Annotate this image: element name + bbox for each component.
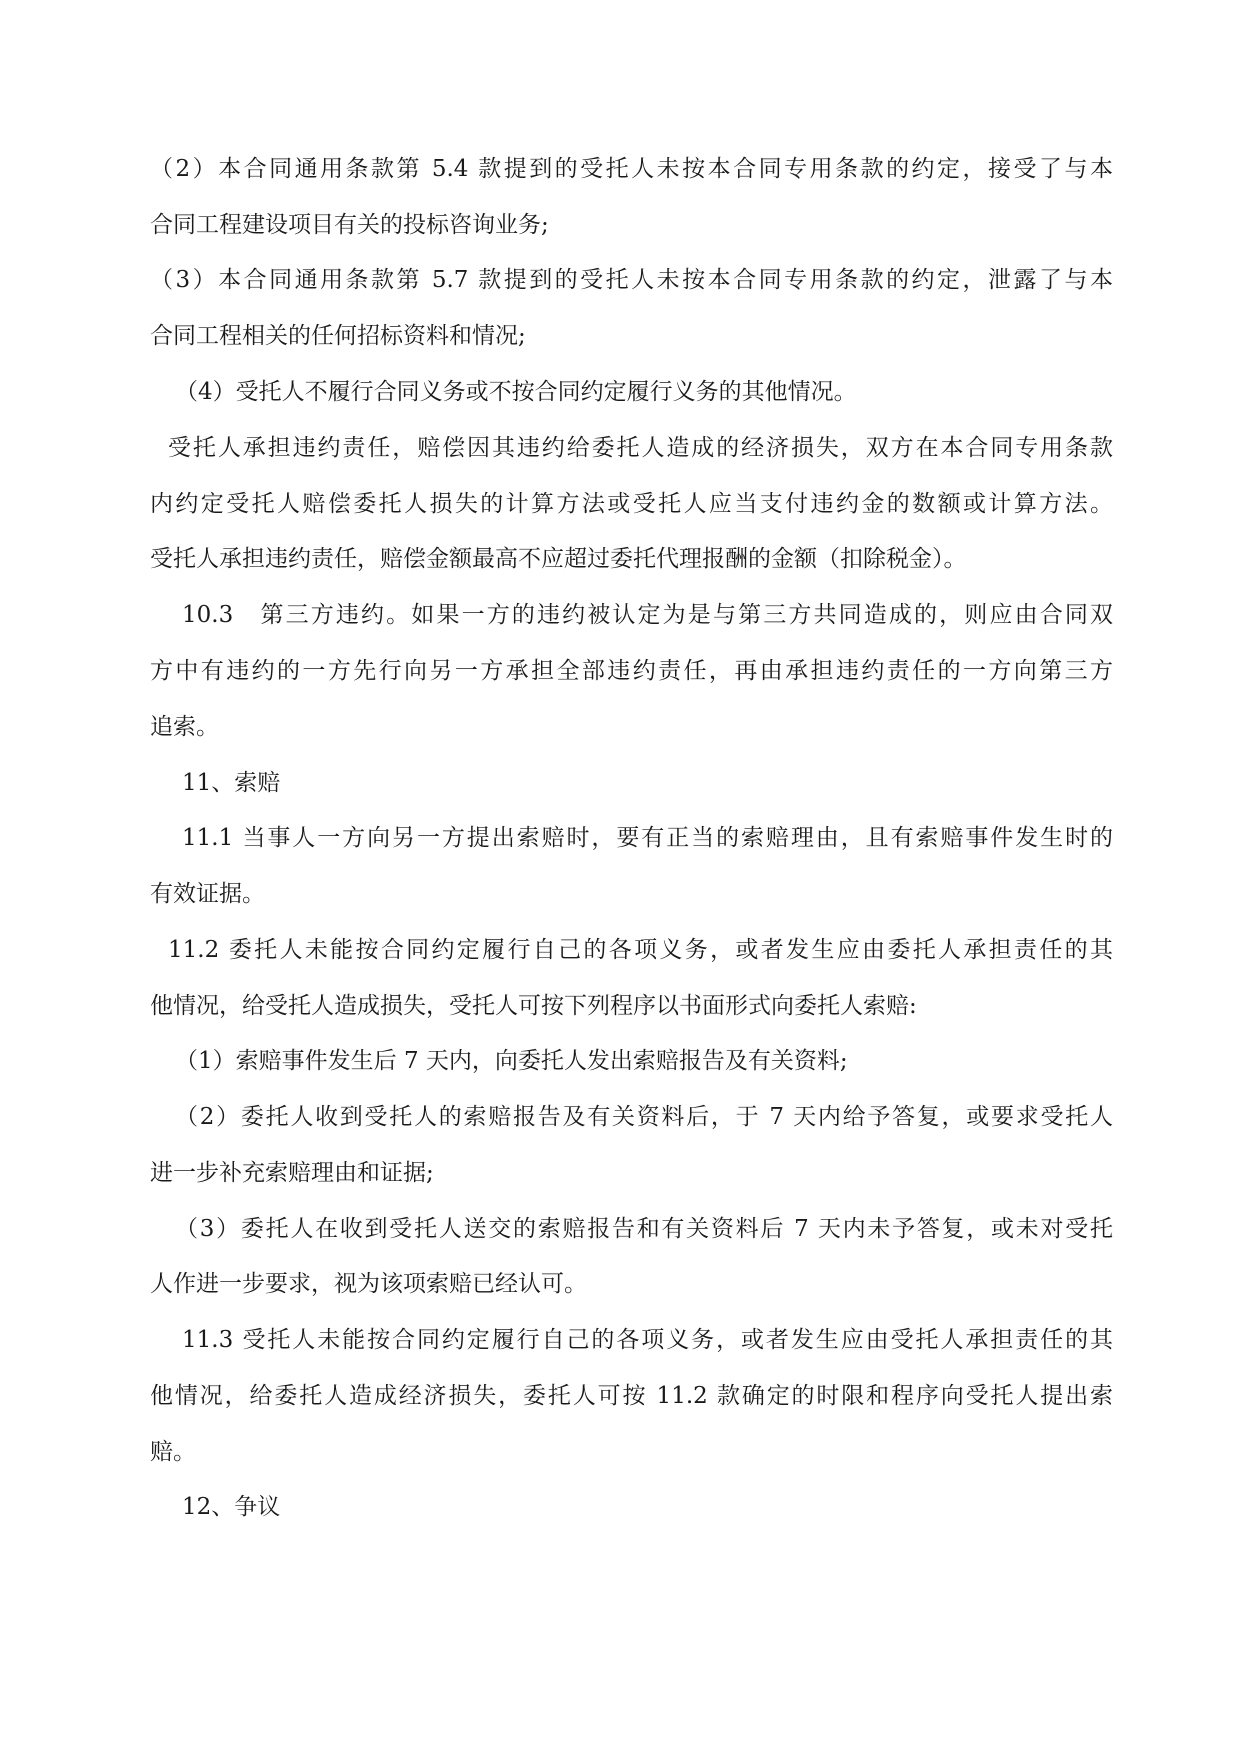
clause-11-3-line-3: 赔。 <box>150 1439 196 1465</box>
clause-10-2-item-4: （4）受托人不履行合同义务或不按合同约定履行义务的其他情况。 <box>175 379 857 405</box>
clause-10-3-line-3: 追索。 <box>150 714 219 740</box>
clause-11-2-item-3-line-1: （3）委托人在收到受托人送交的索赔报告和有关资料后 7 天内未予答复，或未对受托 <box>175 1216 1113 1242</box>
clause-11-1-line-2: 有效证据。 <box>150 881 265 907</box>
clause-10-2-item-3-line-1: （3）本合同通用条款第 5.7 款提到的受托人未按本合同专用条款的约定，泄露了与本 <box>150 267 1113 293</box>
clause-11-2-item-2-line-2: 进一步补充索赔理由和证据; <box>150 1160 434 1186</box>
clause-11-3-line-1: 11.3 受托人未能按合同约定履行自己的各项义务，或者发生应由受托人承担责任的其 <box>182 1327 1113 1353</box>
liability-paragraph-line-3: 受托人承担违约责任，赔偿金额最高不应超过委托代理报酬的金额（扣除税金）。 <box>150 546 967 572</box>
clause-11-3-line-2: 他情况，给委托人造成经济损失，委托人可按 11.2 款确定的时限和程序向受托人提出索 <box>150 1383 1113 1409</box>
clause-11-1-line-1: 11.1 当事人一方向另一方提出索赔时，要有正当的索赔理由，且有索赔事件发生时的 <box>182 825 1113 851</box>
section-11-heading: 11、索赔 <box>182 770 281 796</box>
liability-paragraph-line-1: 受托人承担违约责任，赔偿因其违约给委托人造成的经济损失，双方在本合同专用条款 <box>168 435 1113 461</box>
clause-11-2-line-2: 他情况，给受托人造成损失，受托人可按下列程序以书面形式向委托人索赔: <box>150 993 917 1019</box>
clause-11-2-line-1: 11.2 委托人未能按合同约定履行自己的各项义务，或者发生应由委托人承担责任的其 <box>168 937 1113 963</box>
clause-10-3-line-2: 方中有违约的一方先行向另一方承担全部违约责任，再由承担违约责任的一方向第三方 <box>150 658 1113 684</box>
clause-10-2-item-2-line-1: （2）本合同通用条款第 5.4 款提到的受托人未按本合同专用条款的约定，接受了与本 <box>150 156 1113 182</box>
section-12-heading: 12、争议 <box>182 1494 281 1520</box>
clause-11-2-item-1: （1）索赔事件发生后 7 天内，向委托人发出索赔报告及有关资料; <box>175 1048 848 1074</box>
clause-10-2-item-2-line-2: 合同工程建设项目有关的投标咨询业务; <box>150 212 549 238</box>
clause-11-2-item-2-line-1: （2）委托人收到受托人的索赔报告及有关资料后，于 7 天内给予答复，或要求受托人 <box>175 1104 1113 1130</box>
clause-10-2-item-3-line-2: 合同工程相关的任何招标资料和情况; <box>150 323 526 349</box>
clause-11-2-item-3-line-2: 人作进一步要求，视为该项索赔已经认可。 <box>150 1271 587 1297</box>
liability-paragraph-line-2: 内约定受托人赔偿委托人损失的计算方法或受托人应当支付违约金的数额或计算方法。 <box>150 491 1113 517</box>
clause-10-3-line-1: 10.3 第三方违约。如果一方的违约被认定为是与第三方共同造成的，则应由合同双 <box>182 602 1113 628</box>
